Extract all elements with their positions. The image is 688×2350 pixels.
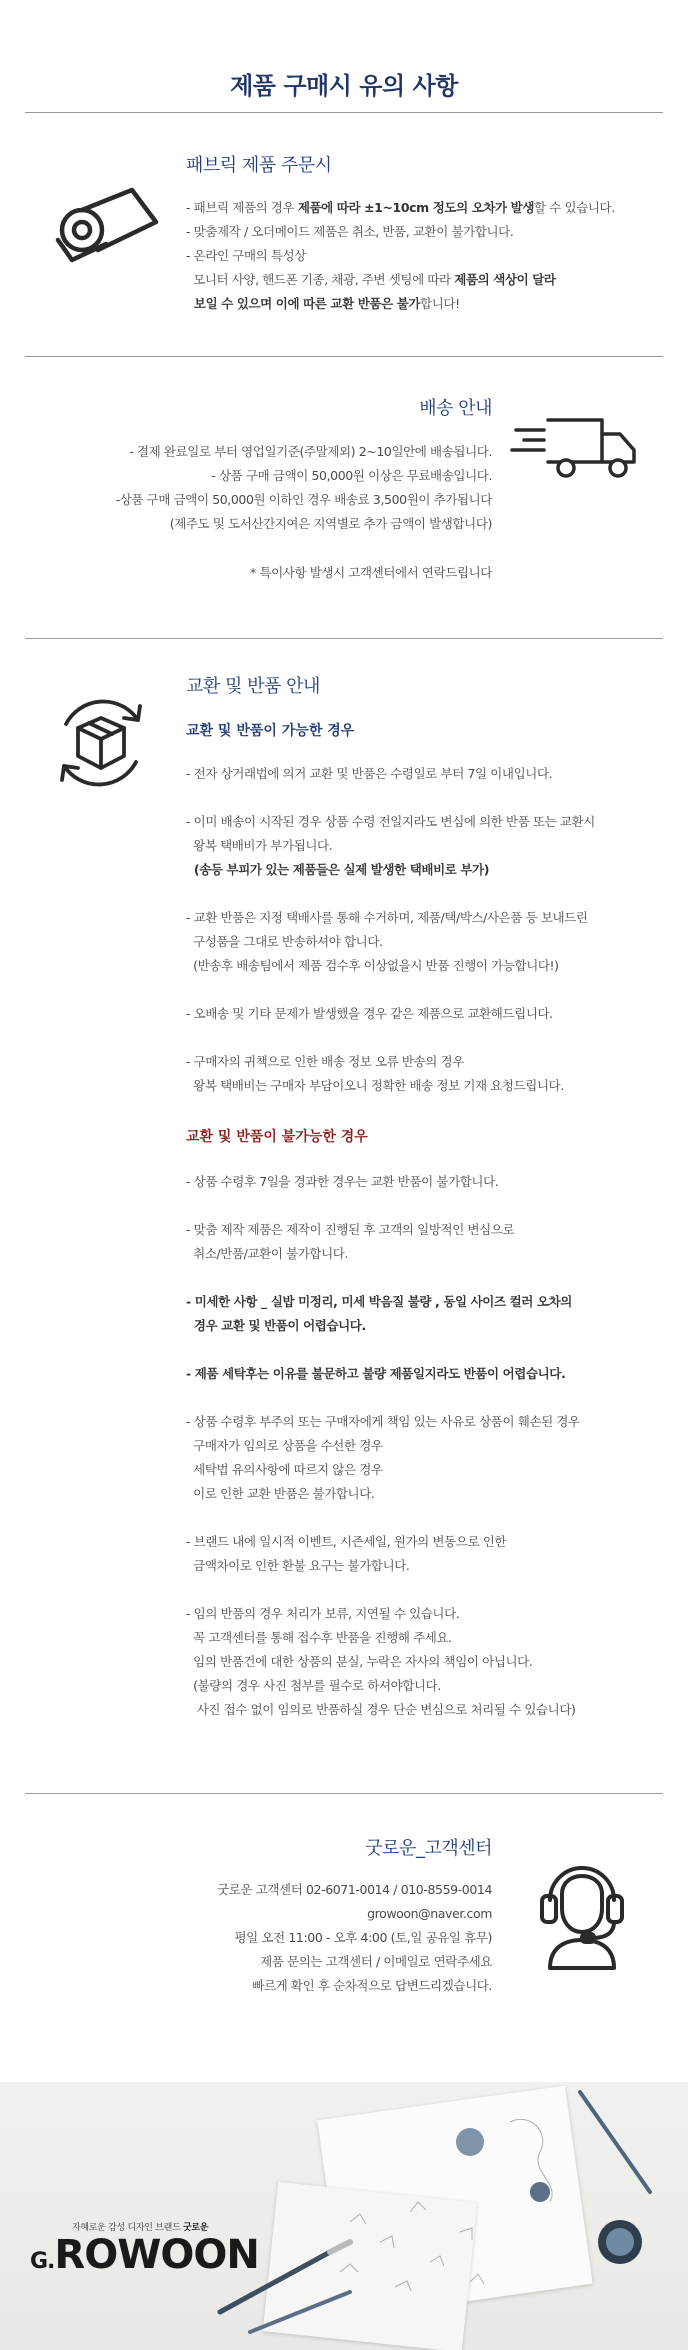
exchange-impossible-item-line: - 임의 반품의 경우 처리가 보류, 지연될 수 있습니다. bbox=[186, 1606, 460, 1621]
exchange-impossible-item-line: - 제품 세탁후는 이유를 불문하고 불량 제품일지라도 반품이 어렵습니다. bbox=[186, 1366, 566, 1381]
divider bbox=[25, 112, 663, 113]
exchange-possible-item-line: - 이미 배송이 시작된 경우 상품 수령 전일지라도 변심에 의한 반품 또는 교환시 bbox=[186, 814, 595, 829]
shipping-notice-list bbox=[116, 440, 492, 536]
fabric-notice-text: - 온라인 구매의 특성상 bbox=[186, 248, 306, 263]
shipping-notice-line: -상품 구매 금액이 50,000원 이하인 경우 배송료 3,500원이 추가됩니다 bbox=[115, 492, 492, 507]
shipping-note: * 특이사항 발생시 고객센터에서 연락드립니다 bbox=[250, 565, 492, 580]
fabric-roll-icon bbox=[52, 178, 164, 272]
brand-footer-banner bbox=[0, 2082, 688, 2350]
shipping-section-title: 배송 안내 bbox=[419, 398, 492, 419]
exchange-impossible-item bbox=[186, 1410, 580, 1506]
cs-info-list bbox=[217, 1878, 492, 1998]
fabric-notice-text: 보일 수 있으며 이에 따른 교환 반품은 불가 bbox=[186, 296, 421, 311]
exchange-impossible-item-line: 이로 인한 교환 반품은 불가합니다. bbox=[186, 1486, 375, 1501]
exchange-possible-item-line: - 교환 반품은 지정 택배사를 통해 수거하며, 제품/택/박스/사은품 등 보내드린 bbox=[186, 910, 588, 925]
exchange-impossible-item-line: - 미세한 사항 _ 실밥 미정리, 미세 박음질 불량 , 동일 사이즈 컬러 오차의 bbox=[186, 1294, 572, 1309]
fabric-notice-line bbox=[186, 292, 615, 316]
brand-tagline-name: 굿로운 bbox=[182, 2223, 209, 2233]
exchange-possible-item-line: - 오배송 및 기타 문제가 발생했을 경우 같은 제품으로 교환해드립니다. bbox=[186, 1006, 553, 1021]
exchange-impossible-item bbox=[186, 1602, 576, 1722]
exchange-possible-item bbox=[186, 1002, 553, 1026]
brand-logo-text: ROWOON bbox=[54, 2232, 259, 2278]
exchange-possible-item-line: 구성품을 그대로 반송하셔야 합니다. bbox=[186, 934, 383, 949]
exchange-impossible-item-line: 구매자가 임의로 상품을 수선한 경우 bbox=[186, 1438, 383, 1453]
exchange-impossible-item-line: 경우 교환 및 반품이 어렵습니다. bbox=[186, 1318, 366, 1333]
fabric-notice-text: 할 수 있습니다. bbox=[534, 200, 615, 215]
exchange-impossible-item bbox=[186, 1362, 565, 1386]
cs-info-line: 굿로운 고객센터 02-6071-0014 / 010-8559-0014 bbox=[217, 1882, 492, 1897]
exchange-possible-title: 교환 및 반품이 가능한 경우 bbox=[186, 723, 355, 739]
fabric-notice-line bbox=[186, 196, 615, 220]
exchange-possible-item bbox=[186, 762, 552, 786]
brand-logo-mark: G. bbox=[30, 2249, 55, 2274]
exchange-section-title: 교환 및 반품 안내 bbox=[186, 676, 320, 697]
fabric-notice-line bbox=[186, 220, 615, 244]
exchange-impossible-item bbox=[186, 1218, 514, 1266]
fabric-notice-text: 제품에 따라 ±1~10cm 정도의 오차가 발생 bbox=[297, 200, 535, 215]
exchange-impossible-item-line: 사진 접수 없이 임의로 반품하실 경우 단순 변심으로 처리될 수 있습니다) bbox=[186, 1702, 576, 1717]
cs-info-line: 평일 오전 11:00 - 오후 4:00 (토,일 공유일 휴무) bbox=[234, 1930, 492, 1945]
shipping-notice-line: - 결제 완료일로 부터 영업일기준(주말제외) 2~10일안에 배송됩니다. bbox=[129, 444, 492, 459]
exchange-possible-item bbox=[186, 810, 595, 882]
divider bbox=[25, 356, 663, 357]
exchange-impossible-item bbox=[186, 1290, 572, 1338]
exchange-impossible-item bbox=[186, 1530, 506, 1578]
fabric-notice-text: 제품의 색상이 달라 bbox=[454, 272, 556, 287]
exchange-impossible-item bbox=[186, 1170, 498, 1194]
fabric-notice-line bbox=[186, 268, 615, 292]
exchange-possible-item bbox=[186, 906, 588, 978]
exchange-possible-item-line: (송등 부피가 있는 제품들은 실제 발생한 택배비로 부가) bbox=[186, 862, 490, 877]
exchange-impossible-item-line: - 상품 수령후 7일을 경과한 경우는 교환 반품이 불가합니다. bbox=[186, 1174, 499, 1189]
page-title: 제품 구매시 유의 사항 bbox=[230, 72, 458, 100]
box-exchange-icon bbox=[46, 688, 156, 802]
cs-info-line: 제품 문의는 고객센터 / 이메일로 연락주세요 bbox=[260, 1954, 492, 1969]
fabric-notice-text: - 패브릭 제품의 경우 bbox=[186, 200, 298, 215]
exchange-possible-item-line: - 전자 상거래법에 의거 교환 및 반품은 수령일로 부터 7일 이내입니다. bbox=[186, 766, 553, 781]
delivery-truck-icon bbox=[510, 412, 640, 486]
exchange-impossible-item-line: - 상품 수령후 부주의 또는 구매자에게 책임 있는 사유로 상품이 훼손된 경우 bbox=[186, 1414, 580, 1429]
exchange-impossible-item-line: 취소/반품/교환이 불가합니다. bbox=[186, 1246, 349, 1261]
brand-tagline-text: 자혜로운 감성 디자인 브랜드 bbox=[72, 2223, 181, 2233]
exchange-possible-item-line: - 구매자의 귀책으로 인한 배송 정보 오류 반송의 경우 bbox=[186, 1054, 464, 1069]
fabric-section-title: 패브릭 제품 주문시 bbox=[186, 155, 332, 176]
exchange-impossible-item-line: 금액차이로 인한 환불 요구는 불가합니다. bbox=[186, 1558, 410, 1573]
cs-info-line: growoon@naver.com bbox=[367, 1906, 492, 1921]
shipping-notice-line: (제주도 및 도서산간지여은 지역별로 추가 금액이 발생합니다) bbox=[169, 516, 492, 531]
exchange-impossible-title: 교환 및 반품이 불가능한 경우 bbox=[186, 1129, 368, 1145]
exchange-impossible-item-line: - 브랜드 내에 일시적 이벤트, 시즌세일, 원가의 변동으로 인한 bbox=[186, 1534, 507, 1549]
shipping-notice-line: - 상품 구매 금액이 50,000원 이상은 무료배송입니다. bbox=[211, 468, 492, 483]
exchange-possible-item-line: 왕복 택배비는 구매자 부담이오니 정확한 배송 정보 기재 요청드립니다. bbox=[186, 1078, 564, 1093]
exchange-possible-item bbox=[186, 1050, 564, 1098]
cs-section-title: 굿로운_고객센터 bbox=[365, 1838, 492, 1859]
fabric-notice-line bbox=[186, 244, 615, 268]
exchange-impossible-item-line: 세탁법 유의사항에 따르지 않은 경우 bbox=[186, 1462, 383, 1477]
divider bbox=[25, 638, 663, 639]
exchange-impossible-item-line: 임의 반품건에 대한 상품의 분실, 누락은 자사의 책임이 아닙니다. bbox=[186, 1654, 533, 1669]
divider bbox=[25, 1793, 663, 1794]
exchange-possible-item-line: (반송후 배송팀에서 제품 검수후 이상없을시 반품 진행이 가능합니다!) bbox=[186, 958, 559, 973]
fabric-notice-text: - 맞춤제작 / 오더메이드 제품은 취소, 반품, 교환이 불가합니다. bbox=[186, 224, 514, 239]
fabric-notice-list bbox=[186, 196, 615, 316]
cs-info-line: 빠르게 확인 후 순차적으로 답변드리겠습니다. bbox=[252, 1978, 492, 1993]
headset-agent-icon bbox=[530, 1850, 634, 1974]
exchange-possible-item-line: 왕복 택배비가 부가됩니다. bbox=[186, 838, 333, 853]
brand-logo bbox=[30, 2232, 259, 2278]
exchange-impossible-item-line: (불량의 경우 사진 첨부를 필수로 하셔야합니다. bbox=[186, 1678, 441, 1693]
fabric-notice-text: 합니다! bbox=[420, 296, 460, 311]
fabric-notice-text: 모니터 사양, 핸드폰 기종, 채광, 주변 셋팅에 따라 bbox=[186, 272, 455, 287]
exchange-impossible-item-line: - 맞춤 제작 제품은 제작이 진행된 후 고객의 일방적인 변심으로 bbox=[186, 1222, 515, 1237]
exchange-impossible-item-line: 꼭 고객센터를 통해 접수후 반품을 진행해 주세요. bbox=[186, 1630, 452, 1645]
decor-brushes-icon bbox=[0, 2082, 688, 2350]
